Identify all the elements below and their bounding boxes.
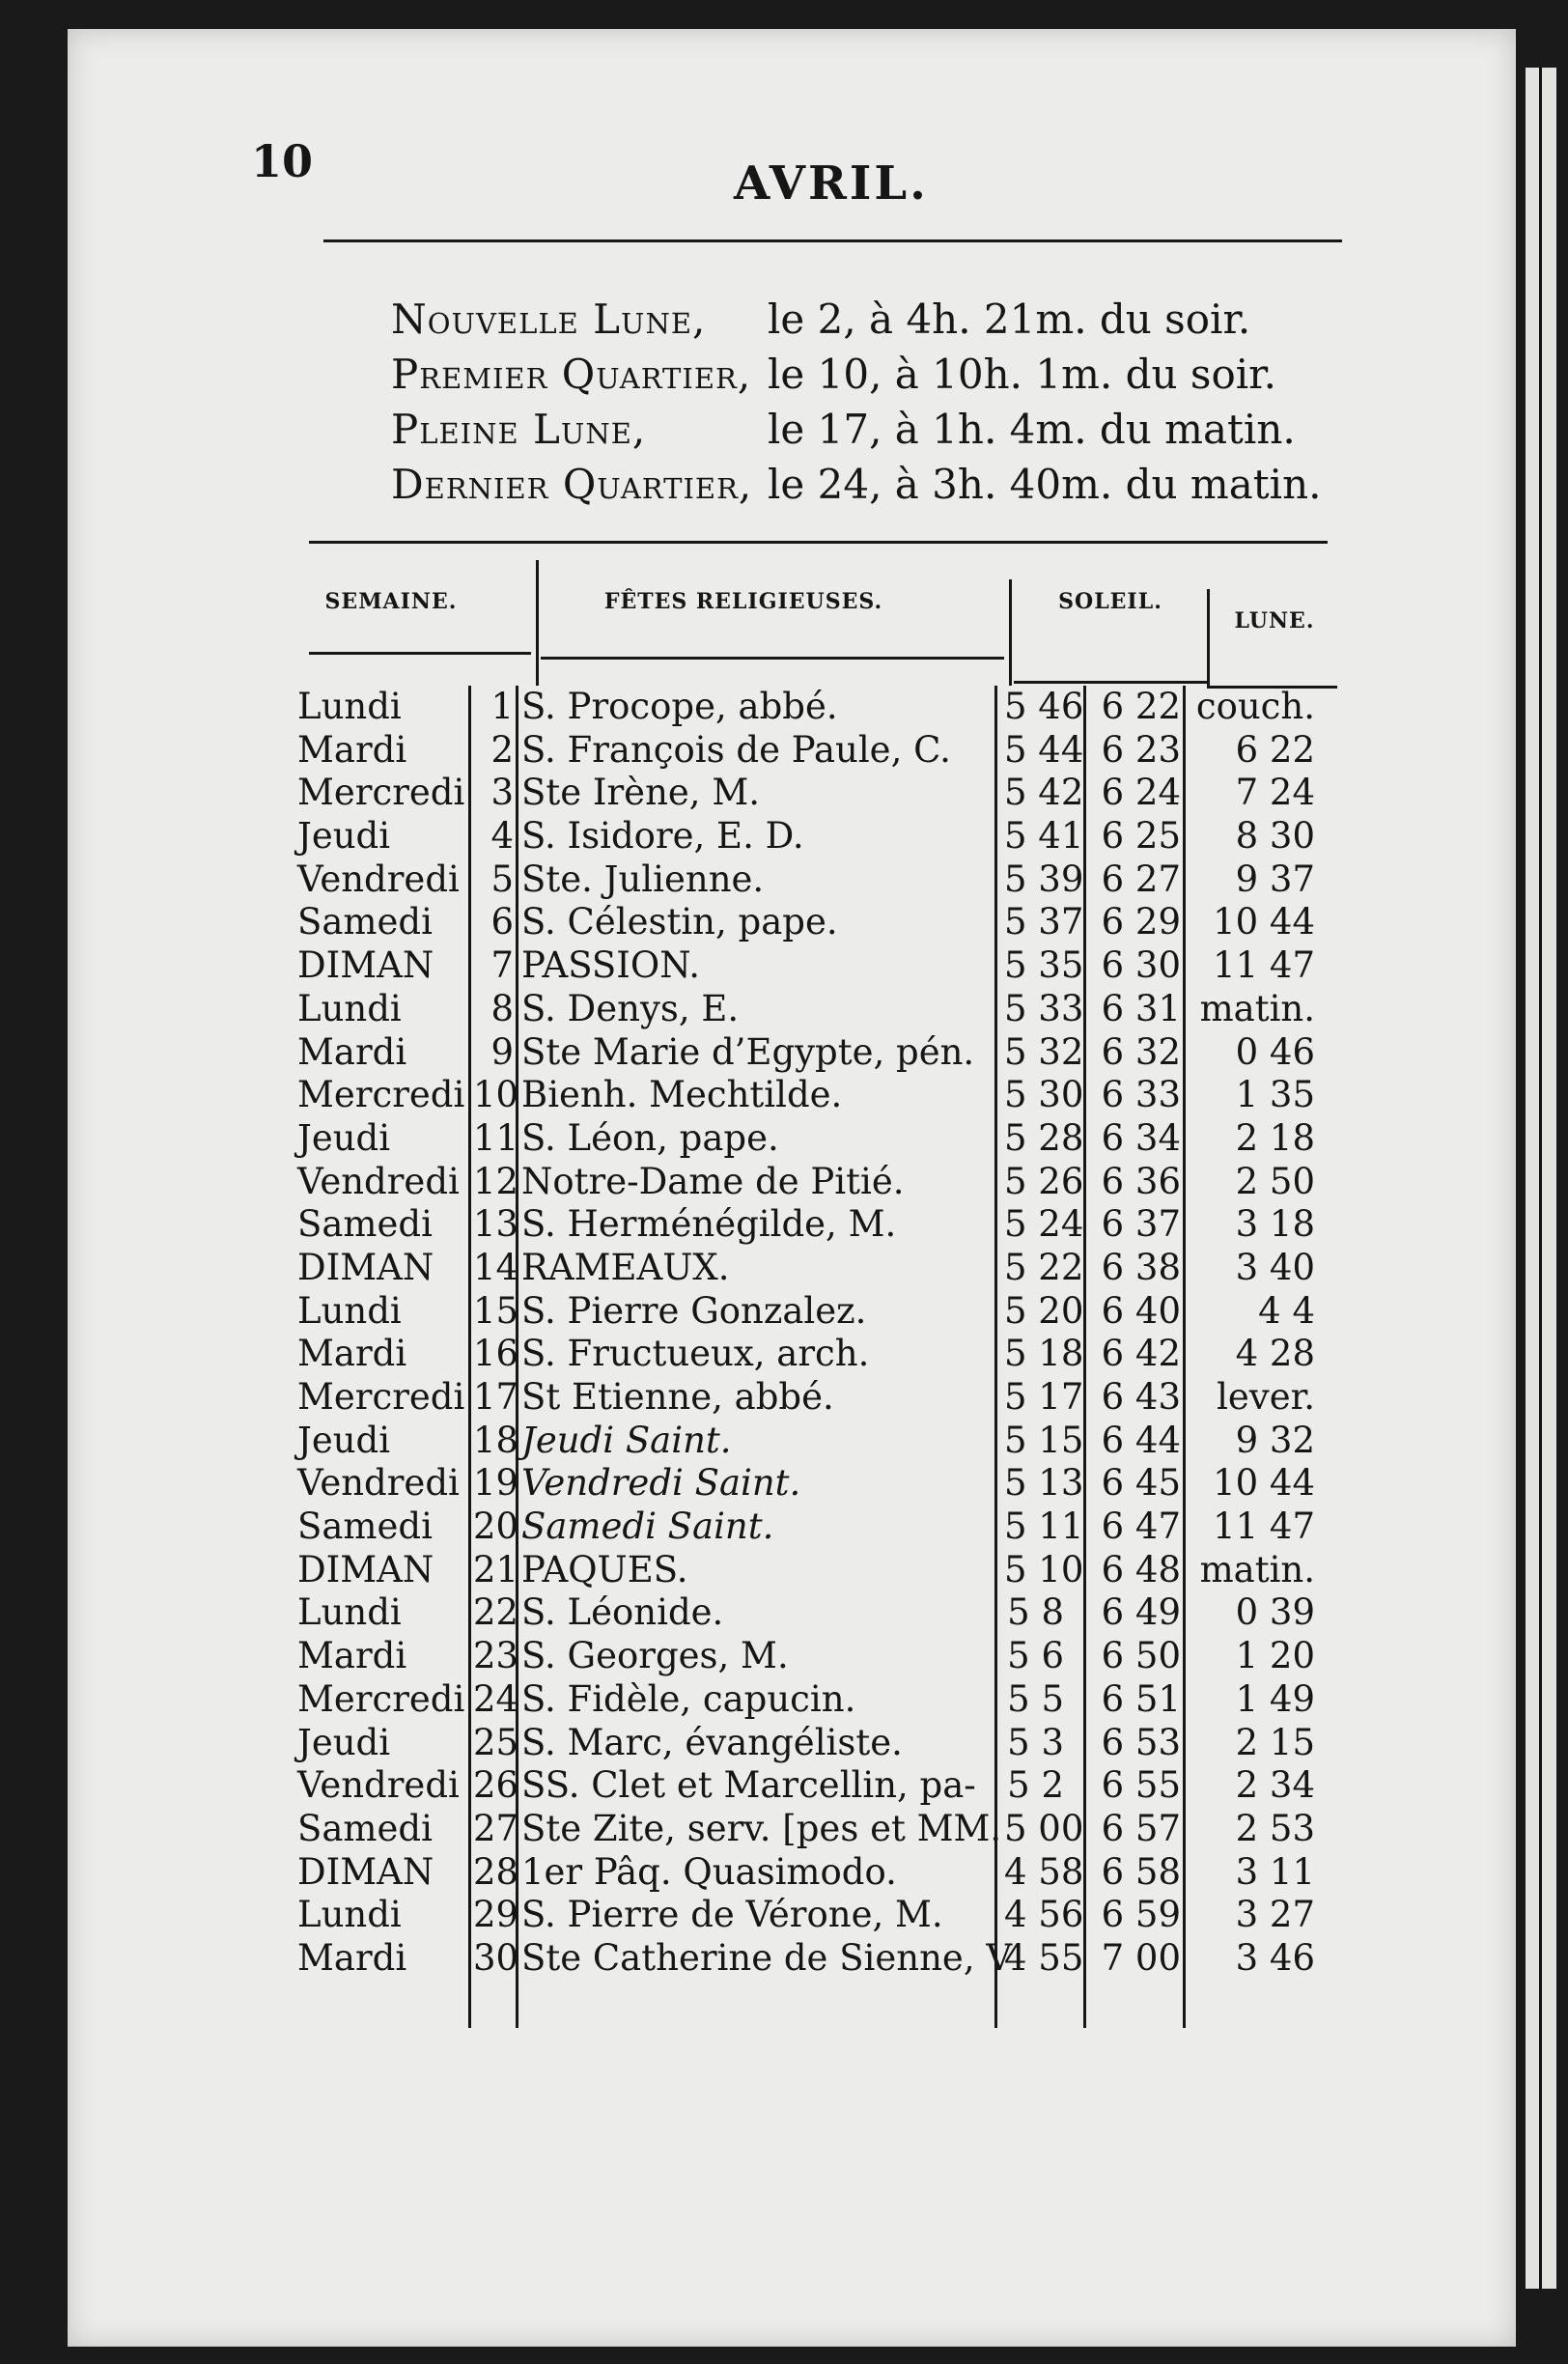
date-cell: 22 [473,1591,519,1634]
date-cell: 10 [473,1074,519,1116]
day-cell: DIMAN [297,1246,434,1288]
day-cell: Vendredi [297,1764,460,1807]
table-row [241,944,1342,988]
page-title: AVRIL. [734,156,929,211]
sunset-cell: 6 33 [1101,1074,1181,1116]
table-row [241,1247,1342,1290]
moon-cell: 2 18 [1235,1116,1315,1159]
sunrise-cell: 5 10 [1004,1548,1084,1590]
feast-cell: Samedi Saint. [521,1506,774,1548]
phase-name: Premier Quartier, [391,351,752,398]
feast-cell: Ste Irène, M. [521,772,760,814]
day-cell: Jeudi [297,1419,391,1461]
feast-cell: SS. Clet et Marcellin, pa- [521,1764,976,1807]
day-cell: Lundi [297,1289,402,1332]
sunrise-cell: 5 30 [1004,1074,1084,1116]
sunrise-cell: 5 17 [1004,1376,1084,1418]
sunset-cell: 6 24 [1101,772,1181,814]
date-cell: 5 [490,858,514,900]
feast-cell: S. Isidore, E. D. [521,815,804,858]
sunrise-cell: 5 5 [1007,1677,1064,1720]
day-cell: Samedi [297,1203,433,1246]
date-cell: 8 [490,987,514,1029]
column-divider [1207,589,1210,686]
column-divider [536,560,539,686]
date-cell: 6 [490,901,514,943]
moon-cell: 9 37 [1235,858,1315,900]
moon-cell: 2 53 [1235,1807,1315,1849]
day-cell: Vendredi [297,1462,460,1505]
sunset-cell: 6 57 [1101,1807,1181,1849]
sunrise-cell: 5 2 [1007,1764,1064,1807]
table-row [241,1203,1342,1247]
sunrise-cell: 5 15 [1004,1419,1084,1461]
phase-name: Dernier Quartier, [391,461,753,508]
sunset-cell: 6 51 [1101,1677,1181,1720]
day-cell: Lundi [297,1894,402,1936]
sunset-cell: 6 34 [1101,1116,1181,1159]
moon-cell: 1 35 [1235,1074,1315,1116]
sunrise-cell: 5 39 [1004,858,1084,900]
date-cell: 14 [473,1246,519,1288]
date-cell: 20 [473,1506,519,1548]
feast-cell: Jeudi Saint. [521,1419,732,1461]
sunrise-cell: 5 18 [1004,1333,1084,1375]
date-cell: 17 [473,1376,519,1418]
table-row [241,1161,1342,1204]
date-cell: 27 [473,1807,519,1849]
table-row [241,1937,1342,1981]
phase-row [391,347,1318,402]
day-cell: Mardi [297,1333,407,1375]
table-row [241,1851,1342,1895]
feast-cell: Ste Catherine de Sienne, V [521,1936,1013,1979]
sunset-cell: 6 40 [1101,1289,1181,1332]
table-row [241,1764,1342,1808]
feast-cell: S. Herménégilde, M. [521,1203,897,1246]
date-cell: 15 [473,1289,519,1332]
sunset-cell: 6 27 [1101,858,1181,900]
day-cell: Mardi [297,1635,407,1677]
next-page-edge [1526,68,1556,2289]
header-semaine: SEMAINE. [324,589,458,614]
feast-cell: S. Georges, M. [521,1635,789,1677]
sunset-cell: 6 59 [1101,1894,1181,1936]
header-soleil: SOLEIL. [1058,589,1162,614]
moon-cell: couch. [1195,686,1315,727]
moon-cell: 1 49 [1235,1677,1315,1720]
date-cell: 11 [473,1116,519,1159]
feast-cell: Notre-Dame de Pitié. [521,1160,905,1202]
day-cell: DIMAN [297,1850,434,1893]
table-row [241,988,1342,1031]
table-row [241,1591,1342,1635]
moon-cell: 1 20 [1235,1635,1315,1677]
table-row [241,1333,1342,1376]
sunrise-cell: 5 3 [1007,1721,1064,1763]
sunset-cell: 6 49 [1101,1591,1181,1634]
moon-cell: 11 47 [1213,1506,1315,1548]
day-cell: Mercredi [297,1677,465,1720]
table-row [241,1722,1342,1765]
page-number: 10 [251,135,314,187]
sunset-cell: 6 50 [1101,1635,1181,1677]
moon-cell: 2 34 [1235,1764,1315,1807]
moon-cell: 3 40 [1235,1246,1315,1288]
sunrise-cell: 5 37 [1004,901,1084,943]
sunset-cell: 6 23 [1101,728,1181,771]
sunrise-cell: 4 55 [1004,1936,1084,1979]
table-row [241,1808,1342,1851]
day-cell: Vendredi [297,1160,460,1202]
date-cell: 30 [473,1936,519,1979]
date-cell: 28 [473,1850,519,1893]
moon-cell: 3 18 [1235,1203,1315,1246]
moon-cell: 6 22 [1235,728,1315,771]
feast-cell: Ste Marie d’Egypte, pén. [521,1030,975,1073]
feast-cell: St Etienne, abbé. [521,1376,834,1418]
sunrise-cell: 5 22 [1004,1246,1084,1288]
sunrise-cell: 5 11 [1004,1506,1084,1548]
sunrise-cell: 5 33 [1004,987,1084,1029]
moon-cell: 3 27 [1235,1894,1315,1936]
sunset-cell: 6 22 [1101,686,1181,727]
sunset-cell: 6 44 [1101,1419,1181,1461]
moon-cell: 0 46 [1235,1030,1315,1073]
feast-cell: PASSION. [521,944,700,987]
sunrise-cell: 5 6 [1007,1635,1064,1677]
page-edge-line [1539,68,1542,2289]
feast-cell: S. Léon, pape. [521,1116,779,1159]
phase-text: le 10, à 10h. 1m. du soir. [768,351,1276,398]
date-cell: 4 [490,815,514,858]
date-cell: 12 [473,1160,519,1202]
day-cell: DIMAN [297,944,434,987]
moon-cell: 7 24 [1235,772,1315,814]
sunset-cell: 6 58 [1101,1850,1181,1893]
sunset-cell: 6 31 [1101,987,1181,1029]
table-row [241,772,1342,815]
sunrise-cell: 4 56 [1004,1894,1084,1936]
day-cell: DIMAN [297,1548,434,1590]
sunset-cell: 6 32 [1101,1030,1181,1073]
day-cell: Mercredi [297,772,465,814]
day-cell: Lundi [297,987,402,1029]
column-divider [1009,579,1012,686]
day-cell: Lundi [297,686,402,727]
moon-cell: lever. [1217,1376,1315,1418]
sunset-cell: 6 37 [1101,1203,1181,1246]
table-row [241,901,1342,944]
feast-cell: S. Pierre Gonzalez. [521,1289,867,1332]
feast-cell: Bienh. Mechtilde. [521,1074,843,1116]
sunset-cell: 6 48 [1101,1548,1181,1590]
moon-cell: 9 32 [1235,1419,1315,1461]
phase-row [391,292,1318,347]
sunset-cell: 6 25 [1101,815,1181,858]
feast-cell: S. Léonide. [521,1591,724,1634]
moon-cell: 10 44 [1213,1462,1315,1505]
date-cell: 29 [473,1894,519,1936]
moon-cell: 3 11 [1235,1850,1315,1893]
feast-cell: S. Procope, abbé. [521,686,838,727]
day-cell: Mercredi [297,1376,465,1418]
table-row [241,1549,1342,1592]
day-cell: Samedi [297,1807,433,1849]
phase-text: le 2, à 4h. 21m. du soir. [768,296,1251,343]
date-cell: 26 [473,1764,519,1807]
phase-row [391,402,1318,457]
moon-cell: matin. [1199,987,1315,1029]
sunrise-cell: 5 42 [1004,772,1084,814]
feast-cell: S. Pierre de Vérone, M. [521,1894,943,1936]
date-cell: 2 [490,728,514,771]
phase-text: le 17, à 1h. 4m. du matin. [768,406,1296,453]
calendar-table [241,560,1342,2047]
date-cell: 16 [473,1333,519,1375]
sunset-cell: 6 30 [1101,944,1181,987]
date-cell: 19 [473,1462,519,1505]
sunset-cell: 6 53 [1101,1721,1181,1763]
table-row [241,686,1342,729]
feast-cell: S. Célestin, pape. [521,901,838,943]
day-cell: Jeudi [297,1116,391,1159]
sunset-cell: 7 00 [1101,1936,1181,1979]
feast-cell: Ste. Julienne. [521,858,765,900]
table-row [241,1506,1342,1549]
sunrise-cell: 5 32 [1004,1030,1084,1073]
day-cell: Lundi [297,1591,402,1634]
sunrise-cell: 5 24 [1004,1203,1084,1246]
title-rule [323,239,1342,242]
moon-cell: 2 15 [1235,1721,1315,1763]
table-row [241,1074,1342,1117]
phase-name: Nouvelle Lune, [391,296,707,343]
sunrise-cell: 5 00 [1004,1807,1084,1849]
table-row [241,815,1342,858]
moon-cell: matin. [1199,1548,1315,1590]
sunrise-cell: 5 46 [1004,686,1084,727]
day-cell: Jeudi [297,815,391,858]
table-row [241,1678,1342,1722]
sunrise-cell: 5 20 [1004,1289,1084,1332]
date-cell: 23 [473,1635,519,1677]
header-underline [1014,681,1207,684]
date-cell: 1 [490,686,514,727]
sunrise-cell: 4 58 [1004,1850,1084,1893]
date-cell: 3 [490,772,514,814]
sunset-cell: 6 47 [1101,1506,1181,1548]
date-cell: 25 [473,1721,519,1763]
sunrise-cell: 5 35 [1004,944,1084,987]
feast-cell: PAQUES. [521,1548,688,1590]
date-cell: 13 [473,1203,519,1246]
moon-cell: 8 30 [1235,815,1315,858]
feast-cell: S. Marc, évangéliste. [521,1721,903,1763]
feast-cell: Ste Zite, serv. [pes et MM. [521,1807,1002,1849]
moon-cell: 2 50 [1235,1160,1315,1202]
date-cell: 9 [490,1030,514,1073]
table-row [241,1290,1342,1334]
table-row [241,1376,1342,1420]
sunrise-cell: 5 8 [1007,1591,1064,1634]
sunset-cell: 6 29 [1101,901,1181,943]
sunset-cell: 6 55 [1101,1764,1181,1807]
feast-cell: S. Denys, E. [521,987,740,1029]
sunset-cell: 6 43 [1101,1376,1181,1418]
table-body [241,686,1342,1981]
header-fetes: FÊTES RELIGIEUSES. [603,589,883,614]
day-cell: Mardi [297,1936,407,1979]
phase-text: le 24, à 3h. 40m. du matin. [768,461,1322,508]
moon-cell: 4 4 [1258,1289,1315,1332]
feast-cell: 1er Pâq. Quasimodo. [521,1850,897,1893]
table-row [241,729,1342,773]
feast-cell: S. François de Paule, C. [521,728,951,771]
table-row [241,1420,1342,1463]
sunset-cell: 6 36 [1101,1160,1181,1202]
header-underline [309,652,531,655]
sunrise-cell: 5 41 [1004,815,1084,858]
table-row [241,1894,1342,1937]
sunrise-cell: 5 44 [1004,728,1084,771]
sunrise-cell: 5 13 [1004,1462,1084,1505]
table-row [241,1635,1342,1678]
sunrise-cell: 5 28 [1004,1116,1084,1159]
moon-cell: 11 47 [1213,944,1315,987]
feast-cell: S. Fidèle, capucin. [521,1677,856,1720]
feast-cell: S. Fructueux, arch. [521,1333,870,1375]
sunset-cell: 6 45 [1101,1462,1181,1505]
header-lune: LUNE. [1234,608,1315,633]
day-cell: Vendredi [297,858,460,900]
table-row [241,1031,1342,1075]
header-underline [541,657,1004,660]
moon-cell: 0 39 [1235,1591,1315,1634]
phases-rule [309,541,1328,544]
day-cell: Samedi [297,901,433,943]
moon-cell: 3 46 [1235,1936,1315,1979]
day-cell: Jeudi [297,1721,391,1763]
feast-cell: RAMEAUX. [521,1246,730,1288]
date-cell: 21 [473,1548,519,1590]
phase-row [391,457,1322,512]
phase-name: Pleine Lune, [391,406,647,453]
sunset-cell: 6 38 [1101,1246,1181,1288]
day-cell: Mardi [297,1030,407,1073]
day-cell: Mardi [297,728,407,771]
moon-cell: 10 44 [1213,901,1315,943]
feast-cell: Vendredi Saint. [521,1462,801,1505]
date-cell: 7 [490,944,514,987]
moon-phases [391,292,1322,512]
day-cell: Samedi [297,1506,433,1548]
table-row [241,1462,1342,1506]
table-row [241,1117,1342,1161]
sunset-cell: 6 42 [1101,1333,1181,1375]
day-cell: Mercredi [297,1074,465,1116]
table-row [241,858,1342,902]
moon-cell: 4 28 [1235,1333,1315,1375]
sunrise-cell: 5 26 [1004,1160,1084,1202]
date-cell: 18 [473,1419,519,1461]
date-cell: 24 [473,1677,519,1720]
